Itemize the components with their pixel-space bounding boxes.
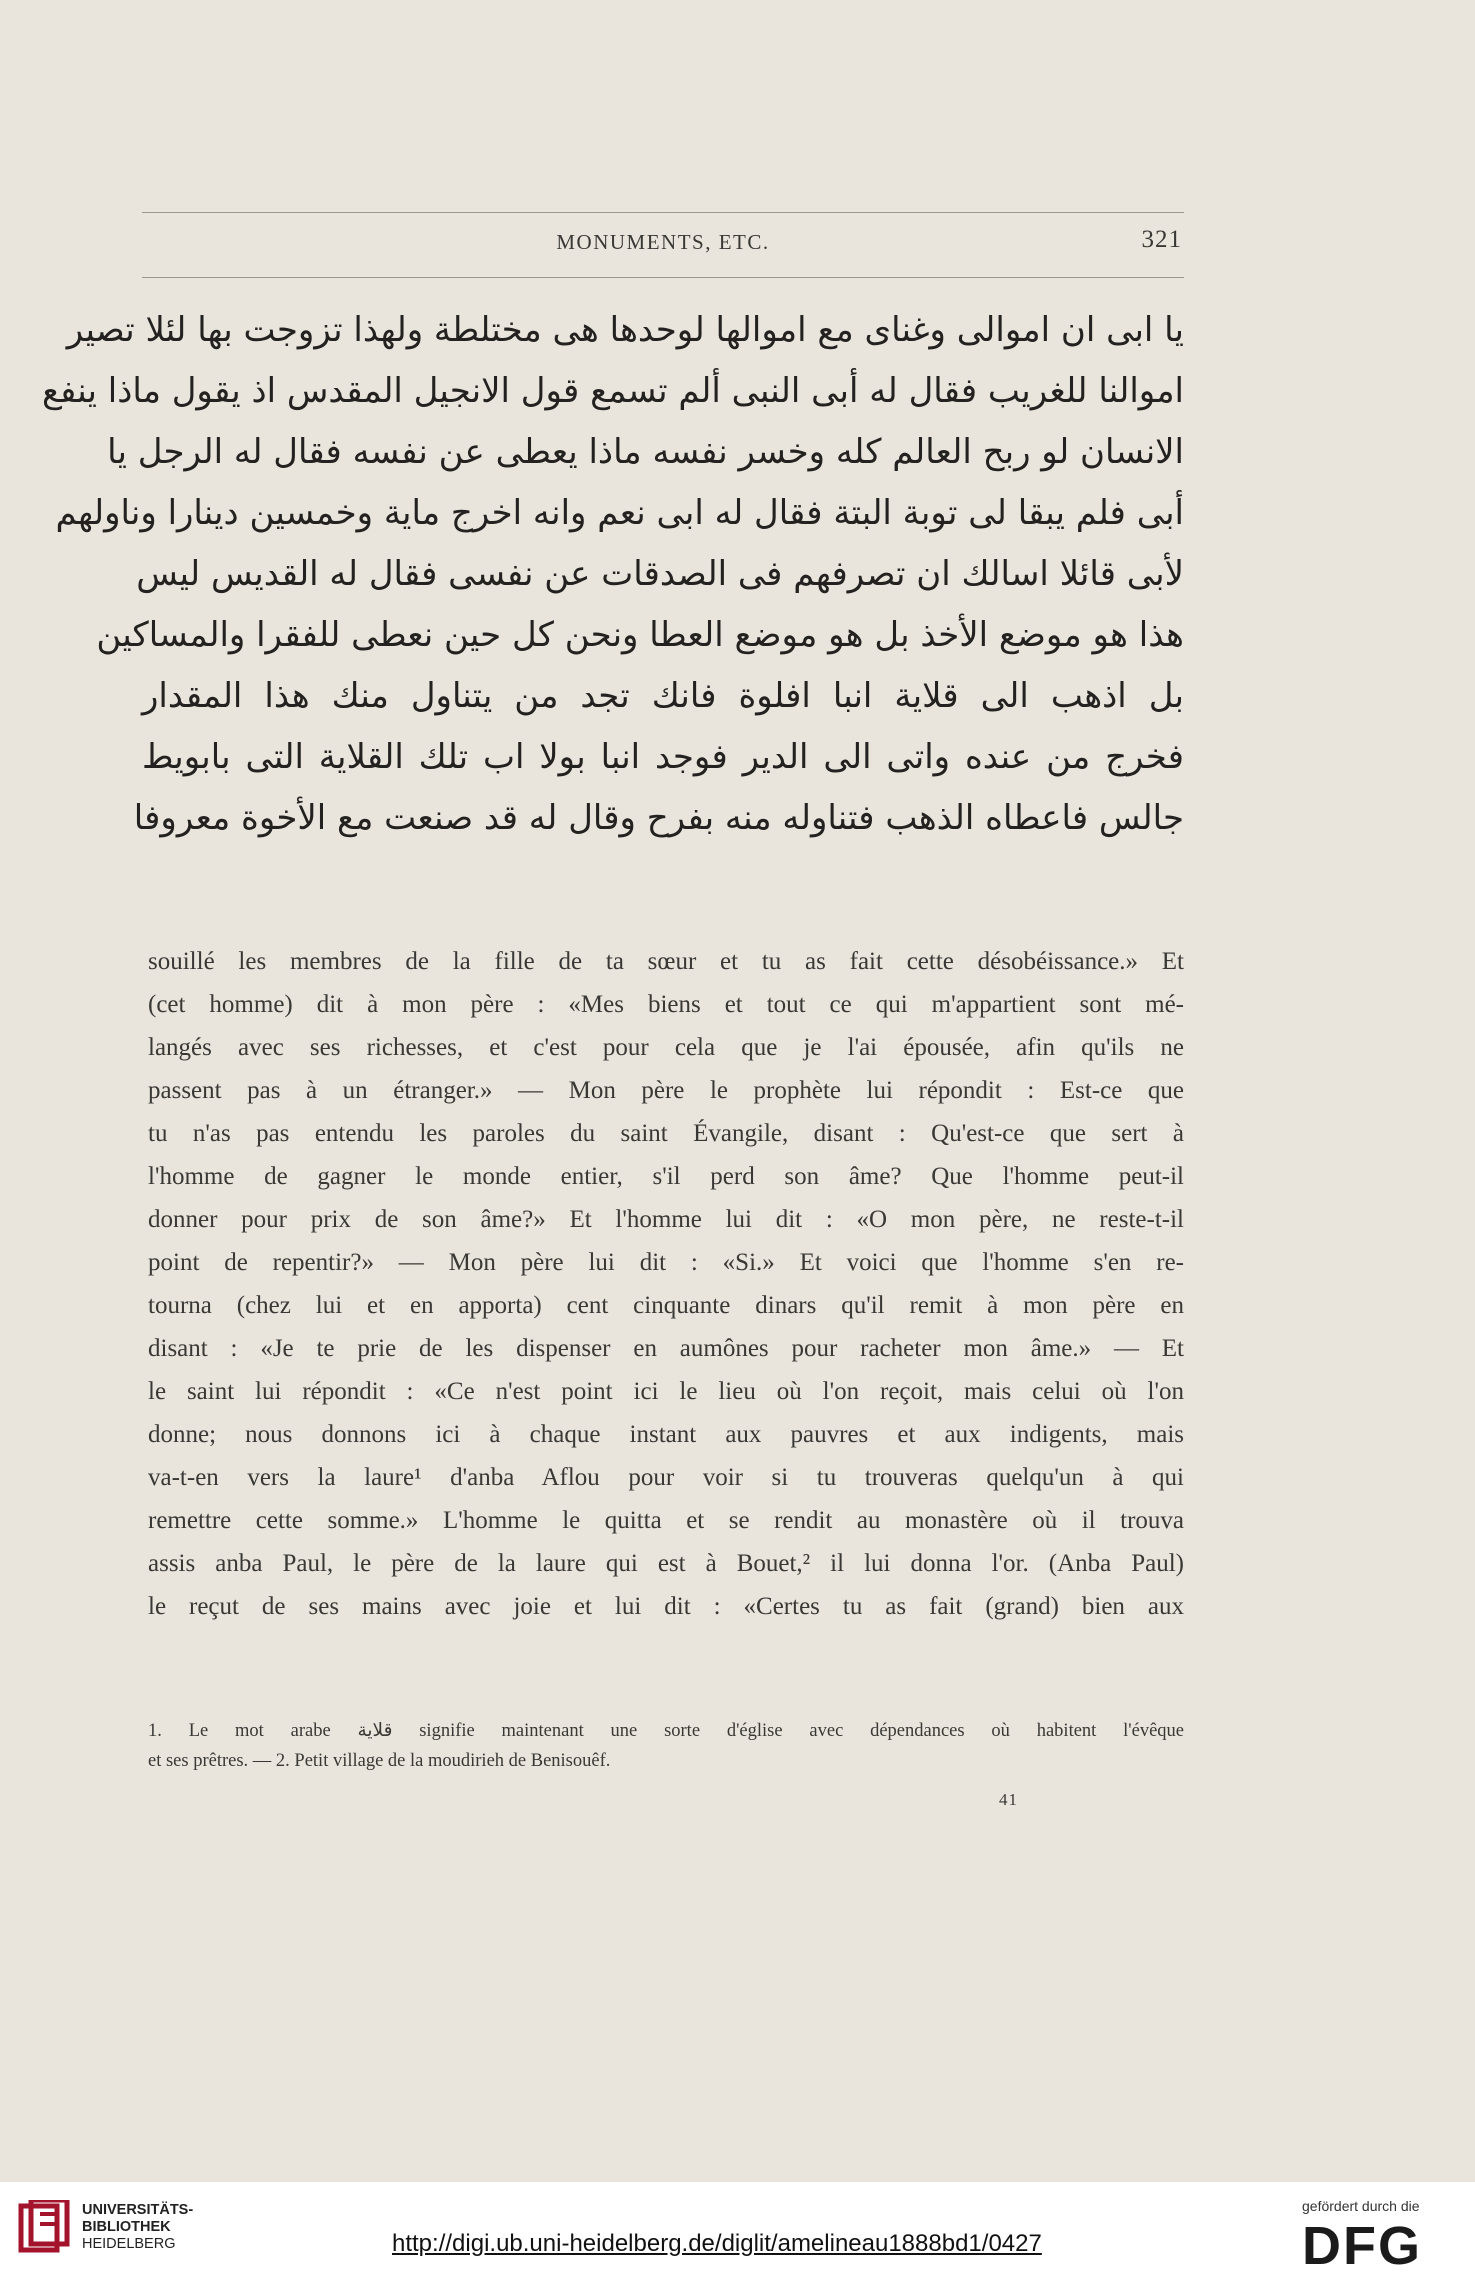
page-number: 321 — [1141, 226, 1182, 253]
french-line: remettre cette somme.» L'homme le quitta et se rendit au monastère où il trouva — [148, 1507, 1184, 1534]
source-url-link[interactable]: http://digi.ub.uni-heidelberg.de/diglit/amelineau1888bd1/0427 — [392, 2230, 1042, 2257]
footnotes — [148, 1716, 1184, 1776]
french-line: assis anba Paul, le père de la laure qui est à Bouet,² il lui donna l'or. (Anba Paul) — [148, 1550, 1184, 1577]
french-line: donne; nous donnons ici à chaque instant aux pauvres et aux indigents, mais — [148, 1421, 1184, 1448]
dfg-logo-text: DFG — [1302, 2218, 1422, 2270]
french-line: langés avec ses richesses, et c'est pour cela que je l'ai épousée, afin qu'ils ne — [148, 1034, 1184, 1061]
french-line: le saint lui répondit : «Ce n'est point ici le lieu où l'on reçoit, mais celui où l'on — [148, 1378, 1184, 1405]
arabic-line: لأبى قائلا اسالك ان تصرفهم فى الصدقات عن نفسى فقال له القديس ليس — [136, 554, 1184, 594]
arabic-line: الانسان لو ربح العالم كله وخسر نفسه ماذا يعطى عن نفسه فقال له الرجل يا — [107, 432, 1184, 472]
library-name-line: HEIDELBERG — [82, 2236, 176, 2252]
arabic-text-block — [41, 300, 1184, 849]
french-line: va-t-en vers la laure¹ d'anba Aflou pour voir si tu trouveras quelqu'un à qui — [148, 1464, 1184, 1491]
french-line: (cet homme) dit à mon père : «Mes biens et tout ce qui m'appartient sont mé- — [148, 991, 1184, 1018]
library-name — [82, 2202, 193, 2253]
library-name-line: BIBLIOTHEK — [82, 2219, 171, 2235]
french-line: tu n'as pas entendu les paroles du saint Évangile, disant : Qu'est-ce que sert à — [148, 1120, 1184, 1147]
funding-caption: gefördert durch die — [1302, 2198, 1420, 2214]
french-line: tourna (chez lui et en apporta) cent cinquante dinars qu'il remit à mon père en — [148, 1292, 1184, 1319]
arabic-line: هذا هو موضع الأخذ بل هو موضع العطا ونحن كل حين نعطى للفقرا والمساكين — [96, 615, 1184, 655]
page-header — [142, 212, 1184, 278]
digitization-footer — [0, 2182, 1475, 2292]
library-logo-icon — [18, 2200, 70, 2256]
french-line: disant : «Je te prie de les dispenser en aumônes pour racheter mon âme.» — Et — [148, 1335, 1184, 1362]
arabic-line: أبى فلم يبقا لى توبة البتة فقال له ابى نعم وانه اخرج ماية وخمسين دينارا وناولهم — [55, 493, 1184, 533]
french-line: donner pour prix de son âme?» Et l'homme lui dit : «O mon père, ne reste-t-il — [148, 1206, 1184, 1233]
footnote-line: 1. Le mot arabe قلاية signifie maintenant une sorte d'église avec dépendances où habitent l'évêque — [148, 1721, 1184, 1741]
arabic-line: فخرج من عنده واتى الى الدير فوجد انبا بولا اب تلك القلاية التى بابويط — [142, 737, 1184, 777]
signature-mark: 41 — [999, 1790, 1018, 1809]
french-translation — [148, 940, 1184, 1628]
arabic-line: جالس فاعطاه الذهب فتناوله منه بفرح وقال له قد صنعت مع الأخوة معروفا — [133, 798, 1184, 838]
running-head: MONUMENTS, ETC. — [556, 230, 770, 254]
library-name-line: UNIVERSITÄTS- — [82, 2202, 194, 2218]
french-line: point de repentir?» — Mon père lui dit : «Si.» Et voici que l'homme s'en re- — [148, 1249, 1184, 1276]
footnote-line: et ses prêtres. — 2. Petit village de la moudirieh de Benisouêf. — [148, 1751, 611, 1771]
arabic-line: يا ابى ان اموالى وغناى مع اموالها لوحدها هى مختلطة ولهذا تزوجت بها لئلا تصير — [66, 310, 1184, 350]
header-rule-bottom — [142, 277, 1184, 278]
arabic-line: اموالنا للغريب فقال له أبى النبى ألم تسمع قول الانجيل المقدس اذ يقول ماذا ينفع — [41, 371, 1184, 411]
french-line: le reçut de ses mains avec joie et lui dit : «Certes tu as fait (grand) bien aux — [148, 1593, 1184, 1620]
header-rule-top — [142, 212, 1184, 213]
french-line: l'homme de gagner le monde entier, s'il perd son âme? Que l'homme peut-il — [148, 1163, 1184, 1190]
french-line: souillé les membres de la fille de ta sœur et tu as fait cette désobéissance.» Et — [148, 948, 1184, 975]
french-line: passent pas à un étranger.» — Mon père le prophète lui répondit : Est-ce que — [148, 1077, 1184, 1104]
arabic-line: بل اذهب الى قلاية انبا افلوة فانك تجد من يتناول منك هذا المقدار — [142, 676, 1184, 716]
dfg-logo-icon — [1300, 2218, 1440, 2270]
